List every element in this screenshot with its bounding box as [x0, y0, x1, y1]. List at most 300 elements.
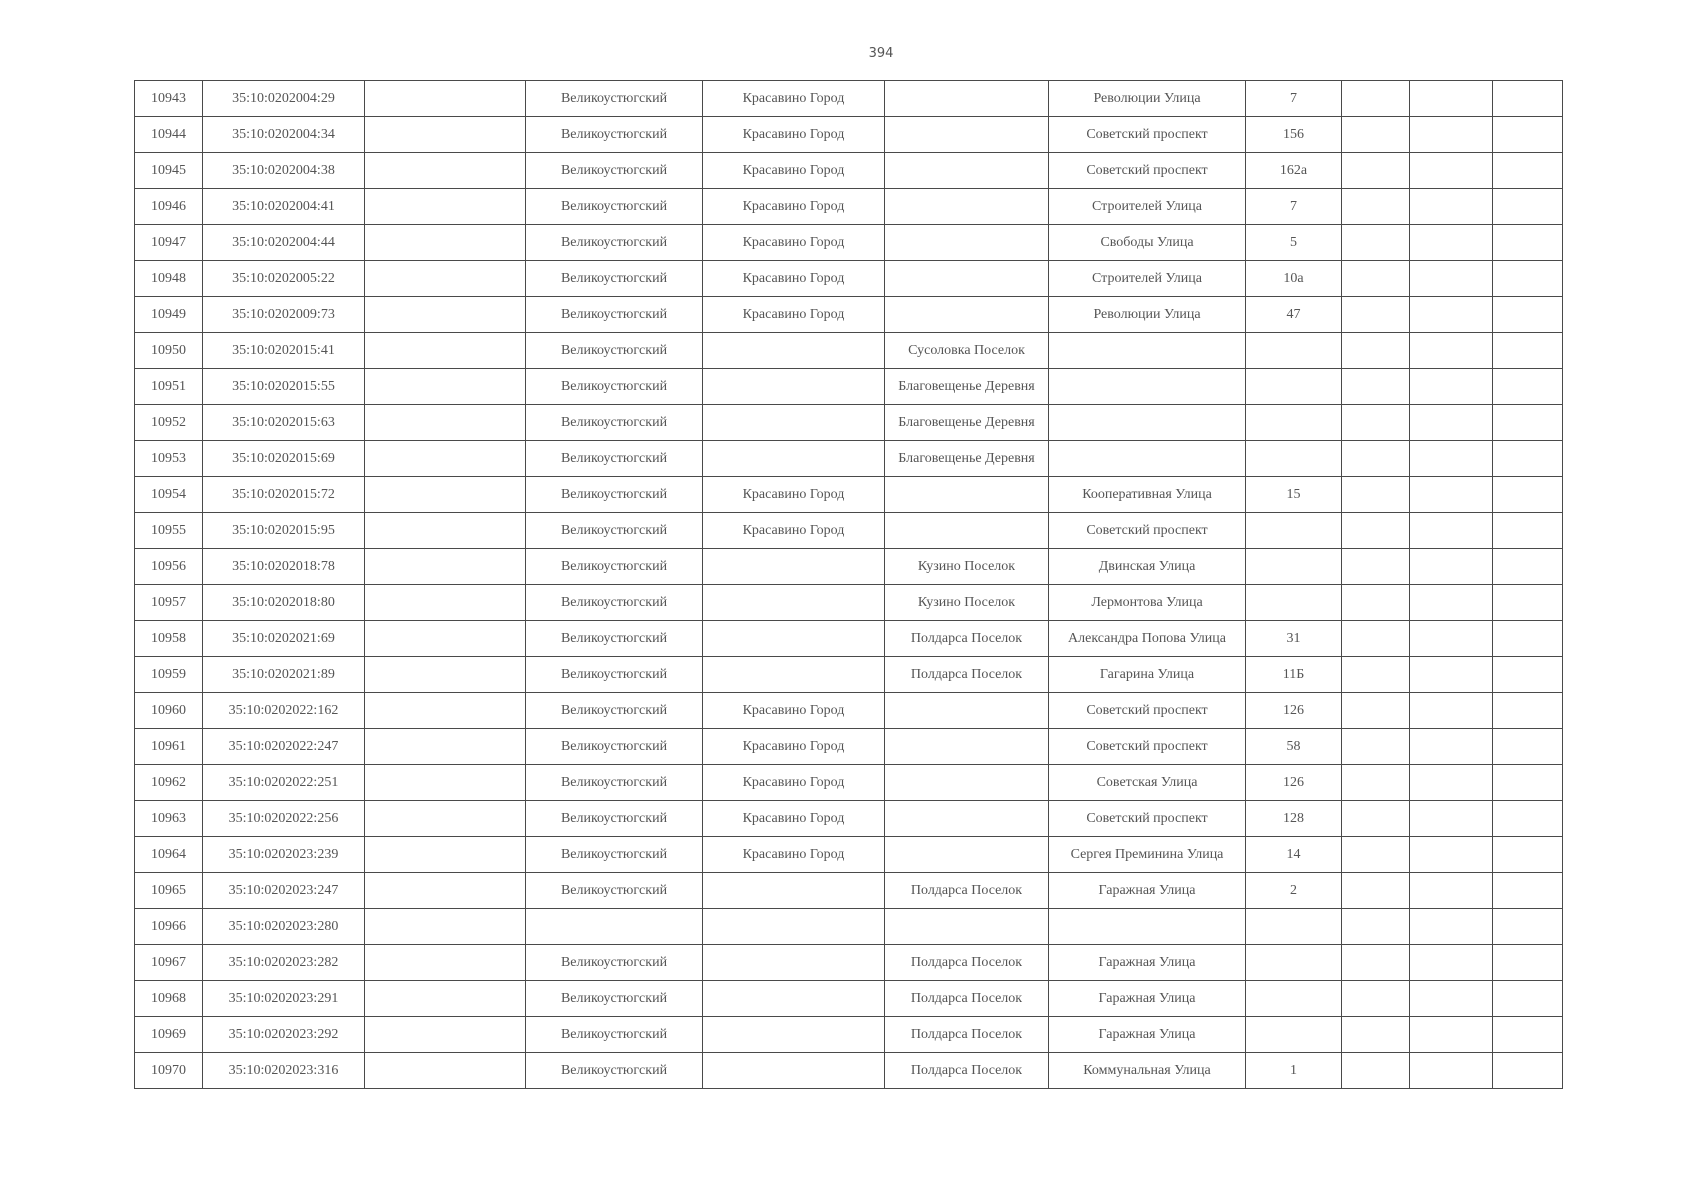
cell-house: 126	[1246, 693, 1342, 729]
cell-number: 10953	[135, 441, 203, 477]
cell-locality: Полдарса Поселок	[885, 981, 1049, 1017]
cell-street: Советский проспект	[1049, 693, 1246, 729]
cell-district: Великоустюгский	[526, 477, 703, 513]
cell-empty	[1493, 693, 1563, 729]
cell-number: 10967	[135, 945, 203, 981]
cell-district: Великоустюгский	[526, 333, 703, 369]
cell-empty	[1342, 1053, 1410, 1089]
cell-city	[703, 621, 885, 657]
cell-locality	[885, 729, 1049, 765]
cell-district: Великоустюгский	[526, 657, 703, 693]
cell-city	[703, 1017, 885, 1053]
cell-empty	[365, 837, 526, 873]
cell-city: Красавино Город	[703, 297, 885, 333]
cell-district: Великоустюгский	[526, 585, 703, 621]
cell-empty	[365, 261, 526, 297]
cell-cadastral-number: 35:10:0202023:282	[203, 945, 365, 981]
cell-empty	[1410, 225, 1493, 261]
cell-city	[703, 441, 885, 477]
cell-city: Красавино Город	[703, 801, 885, 837]
cell-empty	[365, 801, 526, 837]
cell-empty	[1410, 81, 1493, 117]
cell-house: 7	[1246, 81, 1342, 117]
cell-cadastral-number: 35:10:0202005:22	[203, 261, 365, 297]
cell-empty	[1410, 621, 1493, 657]
cell-house	[1246, 909, 1342, 945]
cell-empty	[1493, 477, 1563, 513]
cell-district: Великоустюгский	[526, 837, 703, 873]
cell-district	[526, 909, 703, 945]
cell-cadastral-number: 35:10:0202022:256	[203, 801, 365, 837]
cell-cadastral-number: 35:10:0202022:162	[203, 693, 365, 729]
cell-street: Гаражная Улица	[1049, 945, 1246, 981]
cell-house: 156	[1246, 117, 1342, 153]
table-row	[135, 981, 1563, 1017]
cell-house	[1246, 405, 1342, 441]
table-row	[135, 1053, 1563, 1089]
cell-empty	[365, 657, 526, 693]
cell-empty	[1493, 945, 1563, 981]
cell-city: Красавино Город	[703, 477, 885, 513]
table-row	[135, 333, 1563, 369]
cell-number: 10956	[135, 549, 203, 585]
cell-empty	[1410, 801, 1493, 837]
cell-empty	[1410, 729, 1493, 765]
cell-house: 11Б	[1246, 657, 1342, 693]
cell-empty	[1493, 729, 1563, 765]
cell-district: Великоустюгский	[526, 549, 703, 585]
cell-empty	[1493, 801, 1563, 837]
table-row	[135, 729, 1563, 765]
cell-city	[703, 657, 885, 693]
cell-district: Великоустюгский	[526, 693, 703, 729]
cell-empty	[1342, 837, 1410, 873]
table-row	[135, 801, 1563, 837]
cell-empty	[1410, 513, 1493, 549]
cell-house	[1246, 513, 1342, 549]
cell-street: Гаражная Улица	[1049, 1017, 1246, 1053]
cell-district: Великоустюгский	[526, 801, 703, 837]
cell-number: 10957	[135, 585, 203, 621]
cell-empty	[1410, 873, 1493, 909]
cell-locality	[885, 297, 1049, 333]
cell-street	[1049, 405, 1246, 441]
cell-empty	[1342, 333, 1410, 369]
cell-empty	[1410, 117, 1493, 153]
cell-number: 10949	[135, 297, 203, 333]
cell-street: Строителей Улица	[1049, 261, 1246, 297]
cell-empty	[1410, 441, 1493, 477]
cell-city	[703, 1053, 885, 1089]
cell-empty	[365, 909, 526, 945]
cell-empty	[365, 1017, 526, 1053]
cell-empty	[365, 873, 526, 909]
cell-number: 10948	[135, 261, 203, 297]
cell-district: Великоустюгский	[526, 153, 703, 189]
cell-street: Лермонтова Улица	[1049, 585, 1246, 621]
cell-city: Красавино Город	[703, 513, 885, 549]
cell-city: Красавино Город	[703, 189, 885, 225]
cell-empty	[1493, 981, 1563, 1017]
cell-empty	[365, 81, 526, 117]
cell-empty	[365, 621, 526, 657]
cell-street: Александра Попова Улица	[1049, 621, 1246, 657]
cell-street: Коммунальная Улица	[1049, 1053, 1246, 1089]
cell-empty	[1493, 117, 1563, 153]
cell-empty	[365, 693, 526, 729]
cell-empty	[1410, 477, 1493, 513]
table-row	[135, 873, 1563, 909]
cell-number: 10970	[135, 1053, 203, 1089]
cell-street: Строителей Улица	[1049, 189, 1246, 225]
cell-number: 10958	[135, 621, 203, 657]
cell-empty	[1410, 153, 1493, 189]
cell-empty	[1410, 333, 1493, 369]
cell-number: 10963	[135, 801, 203, 837]
cell-district: Великоустюгский	[526, 225, 703, 261]
cell-cadastral-number: 35:10:0202022:251	[203, 765, 365, 801]
cell-number: 10968	[135, 981, 203, 1017]
cell-empty	[365, 981, 526, 1017]
cell-house: 162а	[1246, 153, 1342, 189]
cell-street	[1049, 369, 1246, 405]
cell-district: Великоустюгский	[526, 1053, 703, 1089]
cell-locality: Сусоловка Поселок	[885, 333, 1049, 369]
cell-number: 10951	[135, 369, 203, 405]
cell-house	[1246, 549, 1342, 585]
table-row	[135, 1017, 1563, 1053]
cell-cadastral-number: 35:10:0202009:73	[203, 297, 365, 333]
cell-house	[1246, 333, 1342, 369]
cell-cadastral-number: 35:10:0202004:41	[203, 189, 365, 225]
cell-house: 1	[1246, 1053, 1342, 1089]
cell-empty	[1342, 153, 1410, 189]
cell-city	[703, 549, 885, 585]
cell-empty	[1410, 1017, 1493, 1053]
cell-number: 10961	[135, 729, 203, 765]
cell-empty	[1342, 1017, 1410, 1053]
cell-empty	[1493, 261, 1563, 297]
cell-district: Великоустюгский	[526, 621, 703, 657]
cell-locality	[885, 513, 1049, 549]
cell-cadastral-number: 35:10:0202015:63	[203, 405, 365, 441]
cell-number: 10954	[135, 477, 203, 513]
cell-empty	[1410, 297, 1493, 333]
cell-empty	[1410, 369, 1493, 405]
cell-street: Гаражная Улица	[1049, 873, 1246, 909]
cell-district: Великоустюгский	[526, 261, 703, 297]
table-row	[135, 909, 1563, 945]
cell-locality	[885, 801, 1049, 837]
cell-empty	[1342, 261, 1410, 297]
cell-locality: Благовещенье Деревня	[885, 441, 1049, 477]
cell-empty	[1342, 945, 1410, 981]
cell-street: Советский проспект	[1049, 513, 1246, 549]
cell-city	[703, 981, 885, 1017]
cell-house	[1246, 981, 1342, 1017]
cell-house: 128	[1246, 801, 1342, 837]
cell-locality: Благовещенье Деревня	[885, 405, 1049, 441]
cell-city: Красавино Город	[703, 225, 885, 261]
cell-empty	[1342, 657, 1410, 693]
cell-street: Советский проспект	[1049, 801, 1246, 837]
cell-number: 10945	[135, 153, 203, 189]
cell-number: 10943	[135, 81, 203, 117]
cell-cadastral-number: 35:10:0202004:44	[203, 225, 365, 261]
cell-cadastral-number: 35:10:0202004:38	[203, 153, 365, 189]
cell-house: 10а	[1246, 261, 1342, 297]
cell-district: Великоустюгский	[526, 873, 703, 909]
cell-empty	[365, 549, 526, 585]
cell-number: 10944	[135, 117, 203, 153]
page-number: 394	[868, 46, 894, 61]
cell-locality	[885, 261, 1049, 297]
cell-locality	[885, 117, 1049, 153]
cell-empty	[1493, 1053, 1563, 1089]
table-row	[135, 261, 1563, 297]
cell-city	[703, 333, 885, 369]
cell-empty	[1493, 585, 1563, 621]
cell-locality	[885, 189, 1049, 225]
cell-empty	[1493, 189, 1563, 225]
cell-city: Красавино Город	[703, 261, 885, 297]
cell-number: 10964	[135, 837, 203, 873]
cell-house: 31	[1246, 621, 1342, 657]
cell-number: 10966	[135, 909, 203, 945]
cell-house: 126	[1246, 765, 1342, 801]
cell-empty	[1493, 153, 1563, 189]
cell-empty	[365, 189, 526, 225]
cell-empty	[1493, 621, 1563, 657]
cell-empty	[365, 1053, 526, 1089]
cell-number: 10959	[135, 657, 203, 693]
cell-empty	[365, 369, 526, 405]
cell-house: 14	[1246, 837, 1342, 873]
cell-empty	[365, 225, 526, 261]
cell-street	[1049, 333, 1246, 369]
cell-city	[703, 405, 885, 441]
cell-locality: Полдарса Поселок	[885, 1053, 1049, 1089]
cell-empty	[1342, 441, 1410, 477]
cell-locality: Благовещенье Деревня	[885, 369, 1049, 405]
cell-house	[1246, 441, 1342, 477]
cell-empty	[1342, 513, 1410, 549]
cell-cadastral-number: 35:10:0202023:292	[203, 1017, 365, 1053]
cell-house	[1246, 1017, 1342, 1053]
cell-empty	[1410, 837, 1493, 873]
cell-locality	[885, 765, 1049, 801]
cell-house: 58	[1246, 729, 1342, 765]
cell-locality	[885, 477, 1049, 513]
table-row	[135, 513, 1563, 549]
cell-locality	[885, 693, 1049, 729]
cell-empty	[1342, 873, 1410, 909]
cell-street: Кооперативная Улица	[1049, 477, 1246, 513]
cell-street: Революции Улица	[1049, 297, 1246, 333]
cell-district: Великоустюгский	[526, 1017, 703, 1053]
cell-cadastral-number: 35:10:0202015:41	[203, 333, 365, 369]
cell-city: Красавино Город	[703, 765, 885, 801]
cell-empty	[1342, 909, 1410, 945]
cell-empty	[1342, 801, 1410, 837]
cell-number: 10955	[135, 513, 203, 549]
cell-city	[703, 369, 885, 405]
cell-empty	[365, 477, 526, 513]
cell-locality	[885, 837, 1049, 873]
table-row	[135, 369, 1563, 405]
cell-locality: Полдарса Поселок	[885, 1017, 1049, 1053]
table-row	[135, 297, 1563, 333]
cell-locality	[885, 909, 1049, 945]
cell-locality	[885, 153, 1049, 189]
cell-house: 7	[1246, 189, 1342, 225]
cell-locality: Полдарса Поселок	[885, 621, 1049, 657]
cell-cadastral-number: 35:10:0202023:247	[203, 873, 365, 909]
cell-empty	[1410, 981, 1493, 1017]
cell-locality: Кузино Поселок	[885, 585, 1049, 621]
cell-locality: Полдарса Поселок	[885, 657, 1049, 693]
cell-city: Красавино Город	[703, 117, 885, 153]
cell-cadastral-number: 35:10:0202023:239	[203, 837, 365, 873]
cell-city: Красавино Город	[703, 693, 885, 729]
cell-empty	[365, 441, 526, 477]
cell-street	[1049, 441, 1246, 477]
cell-empty	[1342, 765, 1410, 801]
cell-district: Великоустюгский	[526, 81, 703, 117]
cell-empty	[1493, 225, 1563, 261]
cell-empty	[1493, 513, 1563, 549]
cell-empty	[365, 117, 526, 153]
cell-empty	[1342, 549, 1410, 585]
cell-empty	[1342, 225, 1410, 261]
cell-empty	[1342, 729, 1410, 765]
cell-district: Великоустюгский	[526, 405, 703, 441]
cell-city	[703, 585, 885, 621]
cell-street: Гагарина Улица	[1049, 657, 1246, 693]
cell-empty	[1342, 477, 1410, 513]
cell-empty	[365, 153, 526, 189]
cell-empty	[1410, 189, 1493, 225]
cell-street: Свободы Улица	[1049, 225, 1246, 261]
cell-empty	[1493, 765, 1563, 801]
cell-empty	[1342, 81, 1410, 117]
table-row	[135, 81, 1563, 117]
cell-empty	[1410, 657, 1493, 693]
cell-empty	[1342, 405, 1410, 441]
cell-empty	[1493, 909, 1563, 945]
cell-empty	[1410, 765, 1493, 801]
table-row	[135, 657, 1563, 693]
cell-house	[1246, 369, 1342, 405]
cell-empty	[1342, 981, 1410, 1017]
cell-cadastral-number: 35:10:0202015:72	[203, 477, 365, 513]
cell-number: 10965	[135, 873, 203, 909]
cell-number: 10969	[135, 1017, 203, 1053]
cell-street: Советский проспект	[1049, 729, 1246, 765]
cell-empty	[1493, 837, 1563, 873]
cell-empty	[1493, 81, 1563, 117]
cell-district: Великоустюгский	[526, 981, 703, 1017]
cell-empty	[1342, 117, 1410, 153]
cell-house: 47	[1246, 297, 1342, 333]
table-row	[135, 477, 1563, 513]
cell-number: 10960	[135, 693, 203, 729]
cell-cadastral-number: 35:10:0202004:29	[203, 81, 365, 117]
cell-district: Великоустюгский	[526, 189, 703, 225]
cell-district: Великоустюгский	[526, 945, 703, 981]
cell-cadastral-number: 35:10:0202018:78	[203, 549, 365, 585]
cell-empty	[1410, 945, 1493, 981]
cell-empty	[365, 585, 526, 621]
cell-cadastral-number: 35:10:0202023:316	[203, 1053, 365, 1089]
cell-locality	[885, 81, 1049, 117]
cell-empty	[1410, 909, 1493, 945]
cell-house: 2	[1246, 873, 1342, 909]
cell-cadastral-number: 35:10:0202023:291	[203, 981, 365, 1017]
cell-house: 5	[1246, 225, 1342, 261]
cell-district: Великоустюгский	[526, 729, 703, 765]
cell-empty	[1410, 693, 1493, 729]
cell-empty	[365, 405, 526, 441]
table-row	[135, 693, 1563, 729]
cell-cadastral-number: 35:10:0202015:69	[203, 441, 365, 477]
cell-house	[1246, 585, 1342, 621]
cell-empty	[1342, 369, 1410, 405]
cell-empty	[365, 513, 526, 549]
cell-empty	[1410, 1053, 1493, 1089]
cell-street: Советский проспект	[1049, 117, 1246, 153]
cell-city: Красавино Город	[703, 153, 885, 189]
cell-empty	[1493, 297, 1563, 333]
cell-empty	[1342, 693, 1410, 729]
cell-empty	[1410, 261, 1493, 297]
cell-empty	[1342, 585, 1410, 621]
cell-empty	[1493, 657, 1563, 693]
cell-number: 10950	[135, 333, 203, 369]
cell-street	[1049, 909, 1246, 945]
cell-cadastral-number: 35:10:0202018:80	[203, 585, 365, 621]
table-row	[135, 225, 1563, 261]
table-row	[135, 765, 1563, 801]
cell-cadastral-number: 35:10:0202004:34	[203, 117, 365, 153]
cell-number: 10946	[135, 189, 203, 225]
table-row	[135, 441, 1563, 477]
cell-district: Великоустюгский	[526, 297, 703, 333]
cell-district: Великоустюгский	[526, 765, 703, 801]
cell-cadastral-number: 35:10:0202015:55	[203, 369, 365, 405]
cell-locality: Полдарса Поселок	[885, 945, 1049, 981]
cell-street: Советская Улица	[1049, 765, 1246, 801]
cell-street: Революции Улица	[1049, 81, 1246, 117]
cell-house: 15	[1246, 477, 1342, 513]
table-row	[135, 405, 1563, 441]
cell-city: Красавино Город	[703, 837, 885, 873]
cell-empty	[1493, 873, 1563, 909]
cell-district: Великоустюгский	[526, 117, 703, 153]
cell-empty	[1342, 621, 1410, 657]
table-row	[135, 837, 1563, 873]
cell-empty	[1342, 297, 1410, 333]
cell-empty	[1493, 369, 1563, 405]
cell-empty	[365, 945, 526, 981]
table-row	[135, 153, 1563, 189]
table-row	[135, 621, 1563, 657]
table-row	[135, 189, 1563, 225]
cell-cadastral-number: 35:10:0202021:69	[203, 621, 365, 657]
cell-empty	[1493, 441, 1563, 477]
cell-empty	[365, 297, 526, 333]
cell-empty	[1493, 405, 1563, 441]
